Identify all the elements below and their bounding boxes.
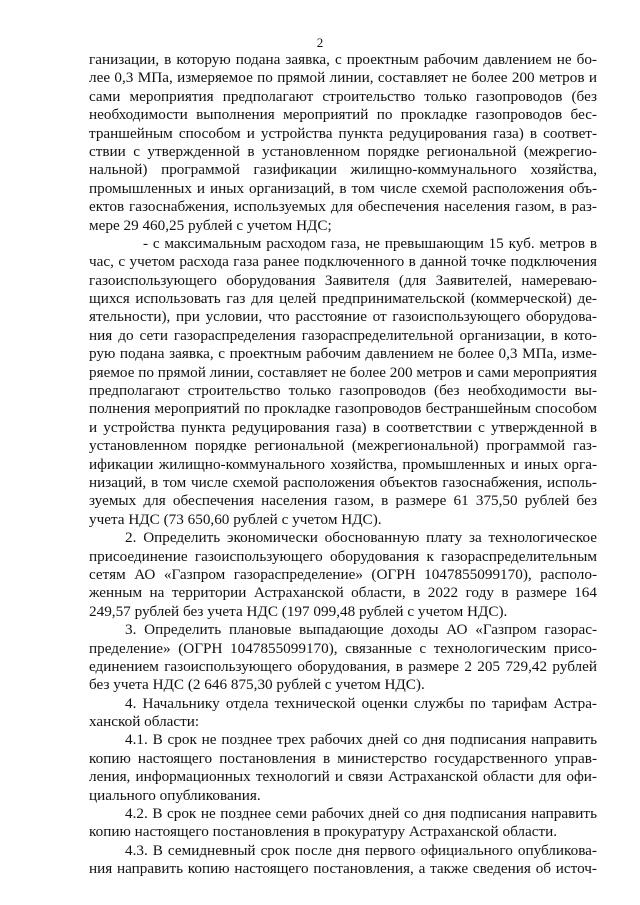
text-line: 249,57 рублей без учета НДС (197 099,48 рублей с учетом НДС).: [89, 602, 508, 620]
text-line: 4.2. В срок не позднее семи рабочих дней со дня подписания направить: [125, 805, 597, 823]
text-line: мере 29 460,25 рублей с учетом НДС;: [89, 216, 332, 234]
text-line: женным на территории Астраханской области, в 2022 году в размере 164: [89, 584, 597, 602]
text-line: необходимости выполнения мероприятий по прокладке газопроводов бес-: [89, 106, 597, 124]
text-line: сетям АО «Газпром газораспределение» (ОГРН 1047855099170), располо-: [89, 565, 597, 583]
text-line: лее 0,3 МПа, измеряемое по прямой линии, составляет не более 200 метров и: [89, 69, 597, 87]
text-line: ния до сети газораспределения газораспределительной организации, в кото-: [89, 326, 597, 344]
text-line: предполагают строительство только газопроводов (без необходимости вы-: [89, 382, 597, 400]
text-line: зуемых для обеспечения населения газом, в размере 61 375,50 рублей без: [89, 492, 597, 510]
text-line: щихся использовать газ для целей предпринимательской (коммерческой) де-: [89, 290, 597, 308]
text-line: ектов газоснабжения, используемых для обеспечения населения газом, в раз-: [89, 198, 597, 216]
text-line: ствии с утвержденной в установленном порядке региональной (межрегио-: [89, 142, 597, 160]
document-body: [89, 51, 597, 879]
text-line: пределение» (ОГРН 1047855099170), связанные с технологическим присо-: [89, 639, 597, 657]
text-line: 3. Определить плановые выпадающие доходы АО «Газпром газорас-: [125, 621, 597, 639]
scan-artifact: [410, 852, 470, 855]
text-line: учета НДС (73 650,60 рублей с учетом НДС).: [89, 510, 382, 528]
text-line: ления, информационных технологий и связи Астраханской области для офи-: [89, 768, 597, 786]
text-line: ификации жилищно-коммунального хозяйства, промышленных и иных орга-: [89, 455, 597, 473]
text-line: рую подана заявка, с проектным рабочим давлением не более 0,3 МПа, изме-: [89, 345, 597, 363]
text-line: 4. Начальнику отдела технической оценки службы по тарифам Астра-: [125, 694, 597, 712]
text-line: 4.3. В семидневный срок после дня первого официального опубликова-: [125, 841, 597, 859]
text-line: ния направить копию настоящего постановления, а также сведения об источ-: [89, 860, 597, 878]
text-line: циального опубликования.: [89, 786, 261, 804]
text-line: полнения мероприятий по прокладке газопроводов бестраншейным способом: [89, 400, 597, 418]
text-line: копию настоящего постановления в прокуратуру Астраханской области.: [89, 823, 558, 841]
text-line: копию настоящего постановления в министерство государственного управ-: [89, 749, 597, 767]
text-line: и устройства пункта редуцирования газа) в соответствии с утвержденной в: [89, 418, 597, 436]
text-line: сами мероприятия предполагают строительство только газопроводов (без: [89, 87, 597, 105]
text-line: ханской области:: [89, 713, 200, 731]
text-line: 2. Определить экономически обоснованную плату за технологическое: [125, 529, 597, 547]
text-line: 4.1. В срок не позднее трех рабочих дней со дня подписания направить: [125, 731, 597, 749]
text-line: ганизации, в которую подана заявка, с проектным рабочим давлением не бо-: [89, 51, 597, 68]
text-line: присоединение газоиспользующего оборудования к газораспределительным: [89, 547, 597, 565]
text-line: ряемое по прямой линии, составляет не более 200 метров и сами мероприятия: [89, 363, 597, 381]
text-line: единением газоиспользующего оборудования, в размере 2 205 729,42 рублей: [89, 657, 597, 675]
text-line: - с максимальным расходом газа, не превышающим 15 куб. метров в: [143, 234, 597, 252]
text-line: без учета НДС (2 646 875,30 рублей с учетом НДС).: [89, 676, 425, 694]
text-line: низаций, в том числе схемой расположения объектов газоснабжения, исполь-: [89, 473, 597, 491]
text-line: промышленных и иных организаций, в том числе схемой расположения объ-: [89, 179, 597, 197]
text-line: установленном порядке региональной (межрегиональной) программой газ-: [89, 437, 597, 455]
text-line: час, с учетом расхода газа ранее подключенного в данной точке подключения: [89, 253, 597, 271]
text-line: нальной) программой газификации жилищно-коммунального хозяйства,: [89, 161, 597, 179]
text-line: траншейным способом и устройства пункта редуцирования газа) в соответ-: [89, 124, 597, 142]
text-line: газоиспользующего оборудования Заявителя (для Заявителей, намереваю-: [89, 271, 597, 289]
text-line: ятельности), при условии, что расстояние от газоиспользующего оборудова-: [89, 308, 597, 326]
page-number: 2: [316, 35, 324, 50]
